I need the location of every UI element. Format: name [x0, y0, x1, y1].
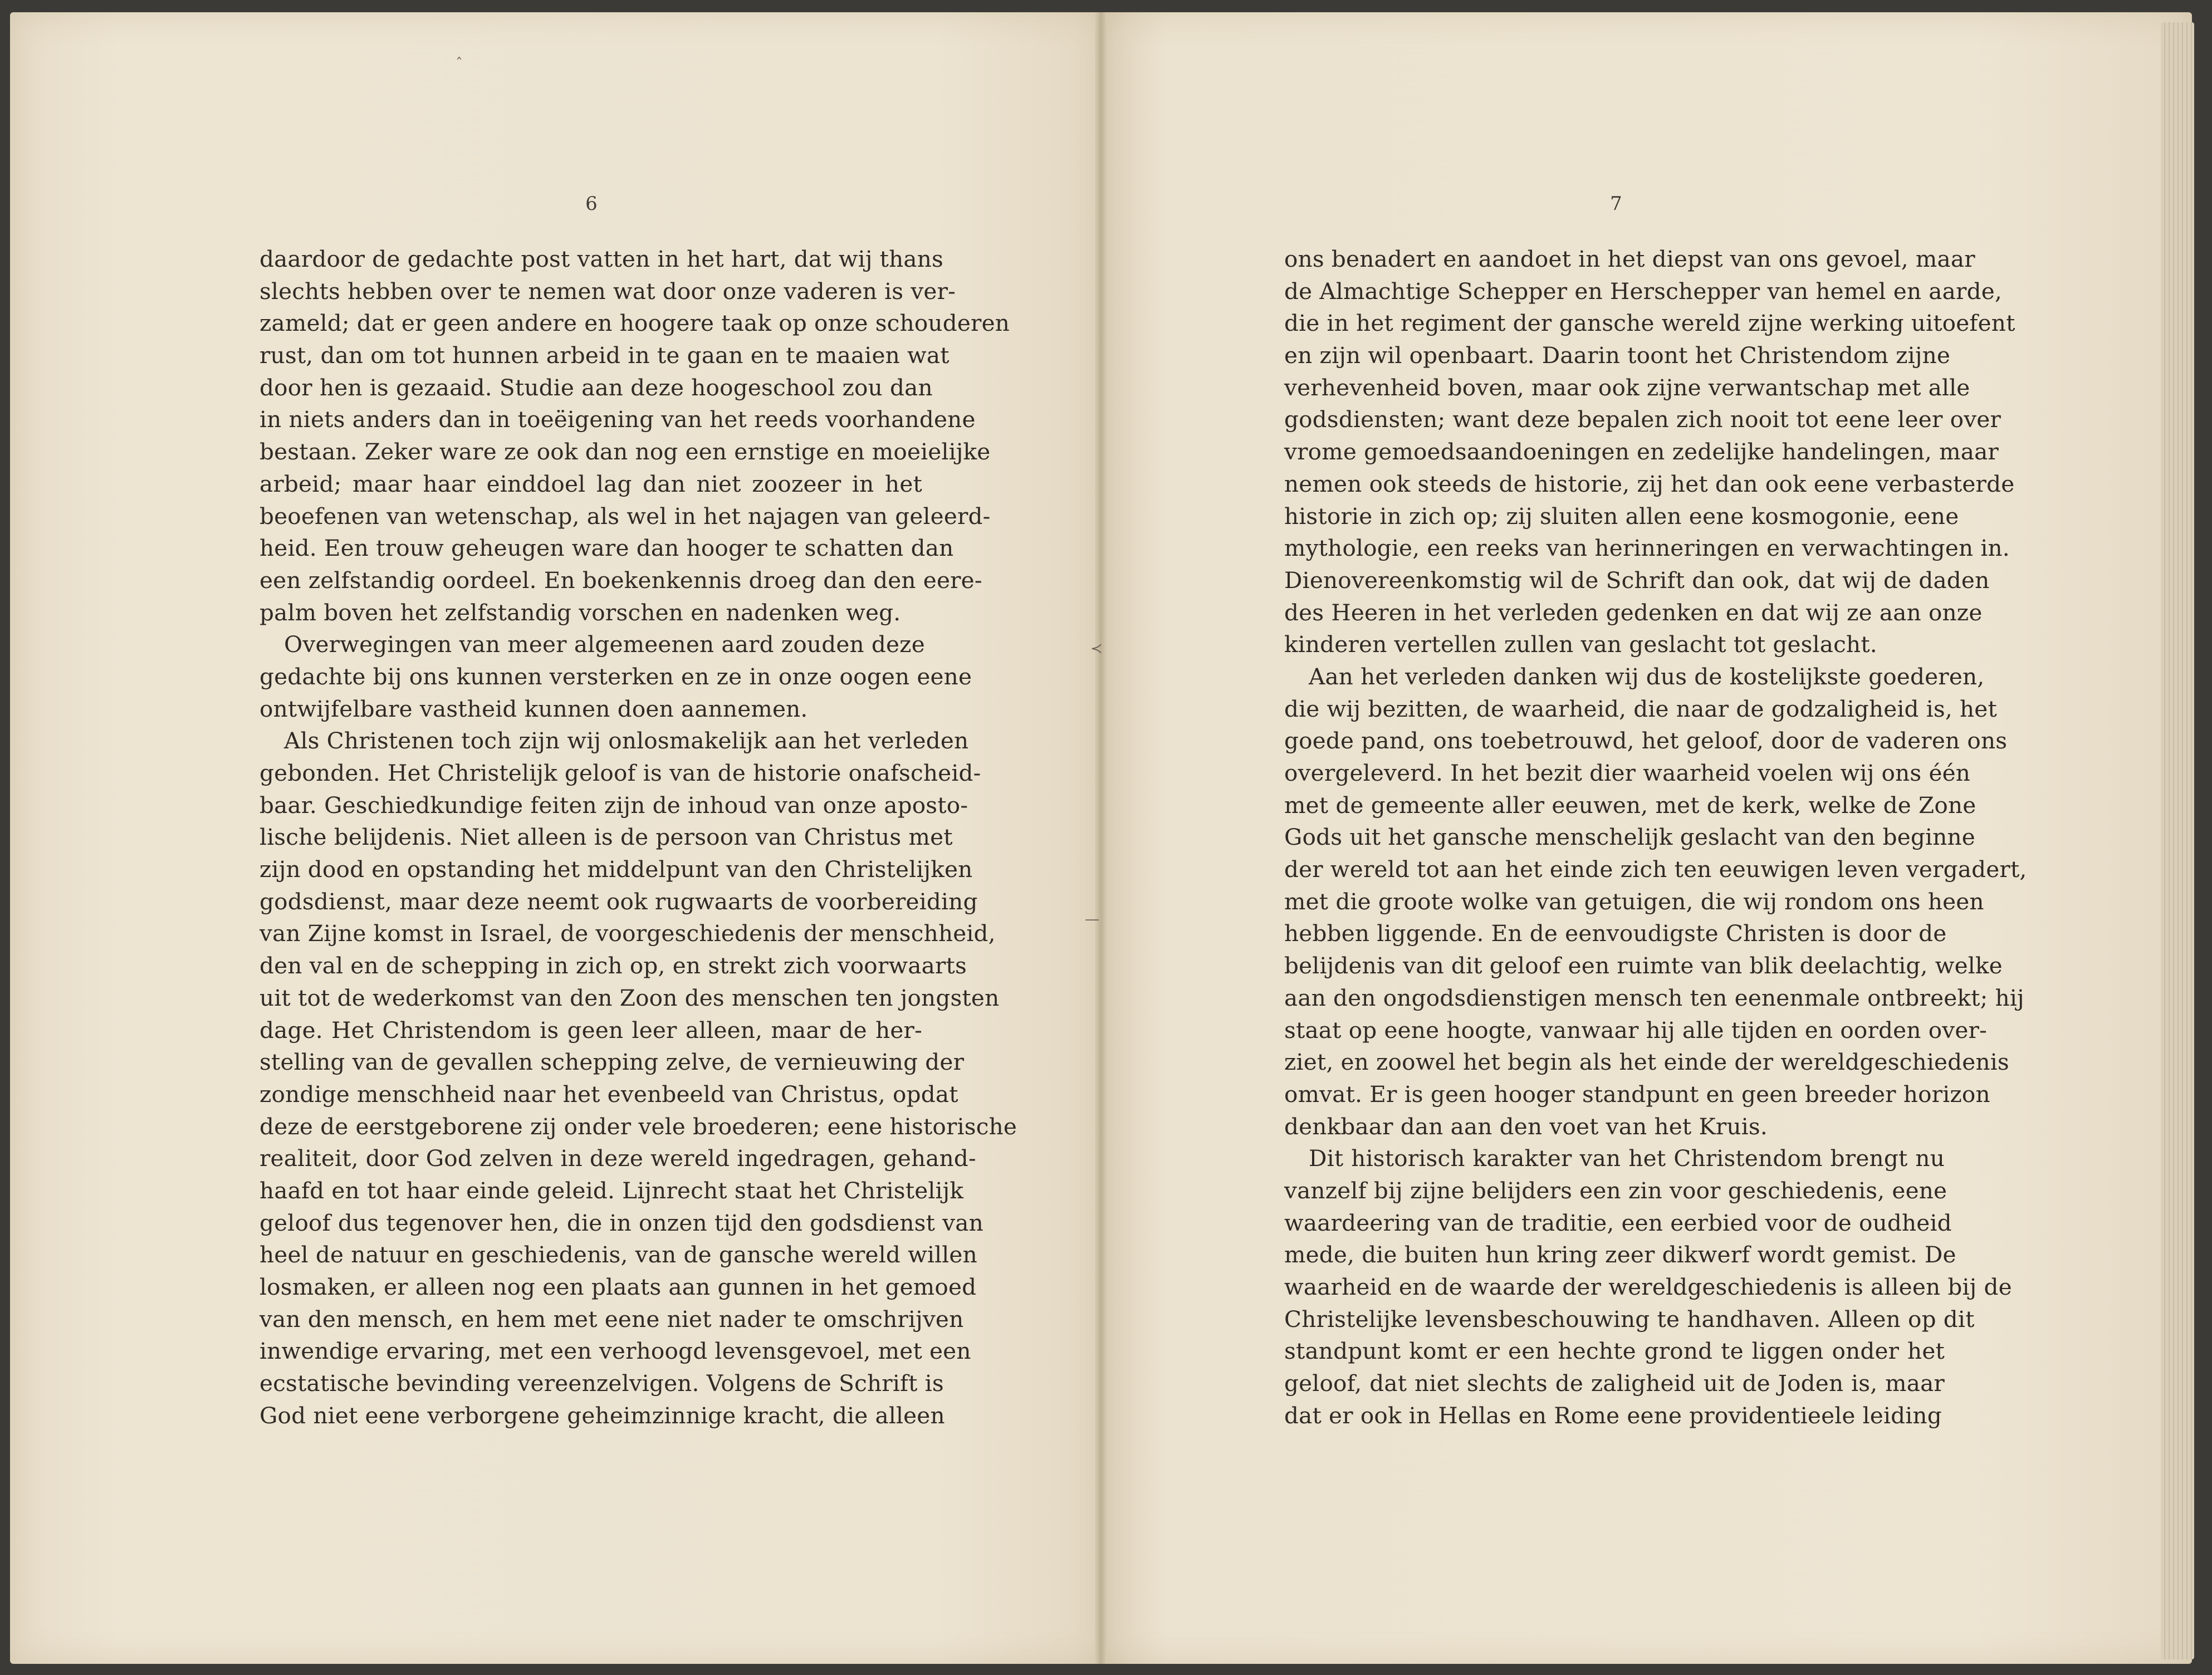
text-line: kinderen vertellen zullen van geslacht tot geslacht. [1284, 631, 1877, 658]
text-line: des Heeren in het verleden gedenken en dat wij ze aan onze [1284, 599, 1983, 626]
text-line: dat er ook in Hellas en Rome eene providentieele leiding [1284, 1402, 1942, 1429]
text-line: baar. Geschiedkundige feiten zijn de inhoud van onze aposto- [260, 791, 968, 819]
text-line: palm boven het zelfstandig vorschen en nadenken weg. [260, 599, 901, 626]
text-line: zondige menschheid naar het evenbeeld van Christus, opdat [260, 1080, 958, 1108]
text-line: goede pand, ons toebetrouwd, het geloof, door de vaderen ons [1284, 727, 2008, 755]
text-line: Overwegingen van meer algemeenen aard zouden deze [284, 631, 925, 658]
text-line: verhevenheid boven, maar ook zijne verwantschap met alle [1284, 374, 1970, 401]
text-line: ons benadert en aandoet in het diepst van ons gevoel, maar [1284, 246, 1975, 272]
text-line: van den mensch, en hem met eene niet nader te omschrijven [260, 1305, 964, 1333]
text-line: Dit historisch karakter van het Christendom brengt nu [1309, 1145, 1945, 1172]
text-line: deze de eerstgeborene zij onder vele broederen; eene historische [260, 1113, 1017, 1140]
text-line: vrome gemoedsaandoeningen en zedelijke handelingen, maar [1284, 438, 1999, 466]
text-line: Aan het verleden danken wij dus de kostelijkste goederen, [1309, 663, 1985, 690]
binding-thread-mark: — [1085, 911, 1099, 928]
text-line: denkbaar dan aan den voet van het Kruis. [1284, 1113, 1768, 1140]
text-line: stelling van de gevallen schepping zelve, de vernieuwing der [260, 1049, 965, 1076]
text-line: lische belijdenis. Niet alleen is de persoon van Christus met [260, 824, 953, 851]
text-line: godsdiensten; want deze bepalen zich nooit tot eene leer over [1284, 406, 2001, 433]
text-line: inwendige ervaring, met een verhoogd levensgevoel, met een [260, 1338, 971, 1365]
text-line: in niets anders dan in toeëigening van het reeds voorhandene [260, 406, 976, 433]
text-line: ecstatische bevinding vereenzelvigen. Volgens de Schrift is [260, 1370, 944, 1397]
text-line: nemen ook steeds de historie, zij het dan ook eene verbasterde [1284, 470, 2015, 497]
right-text-column [1284, 243, 2027, 1432]
text-line: beoefenen van wetenschap, als wel in het najagen van geleerd- [260, 502, 991, 530]
text-line: godsdienst, maar deze neemt ook rugwaarts de voorbereiding [260, 888, 978, 915]
text-line: aan den ongodsdienstigen mensch ten eenenmale ontbreekt; hij [1284, 984, 2024, 1011]
text-line: Christelijke levensbeschouwing te handhaven. Alleen op dit [1284, 1305, 1975, 1333]
paper-speck: ˆ [456, 56, 463, 72]
text-line: omvat. Er is geen hooger standpunt en geen breeder horizon [1284, 1080, 1990, 1108]
text-line: gedachte bij ons kunnen versterken en ze in onze oogen eene [260, 663, 972, 690]
text-line: ontwijfelbare vastheid kunnen doen aannemen. [260, 695, 808, 722]
page-number: 7 [1610, 193, 1622, 215]
text-line: ziet, en zoowel het begin als het einde der wereldgeschiedenis [1284, 1049, 2009, 1076]
text-line: Dienovereenkomstig wil de Schrift dan ook, dat wij de daden [1284, 566, 1990, 594]
text-line: belijdenis van dit geloof een ruimte van blik deelachtig, welke [1284, 952, 2003, 979]
text-line: die wij bezitten, de waarheid, die naar de godzaligheid is, het [1284, 695, 1997, 722]
text-line: gebonden. Het Christelijk geloof is van de historie onafscheid- [260, 760, 981, 786]
text-line: Gods uit het gansche menschelijk geslacht van den beginne [1284, 824, 1975, 851]
text-line: Als Christenen toch zijn wij onlosmakelijk aan het verleden [284, 727, 969, 755]
text-line: zijn dood en opstanding het middelpunt van den Christelijken [260, 856, 973, 883]
text-line: mede, die buiten hun kring zeer dikwerf wordt gemist. De [1284, 1241, 1956, 1269]
text-line: historie in zich op; zij sluiten allen eene kosmogonie, eene [1284, 502, 1959, 530]
text-line: door hen is gezaaid. Studie aan deze hoogeschool zou dan [260, 374, 933, 401]
text-line: den val en de schepping in zich op, en strekt zich voorwaarts [260, 952, 967, 979]
text-line: heel de natuur en geschiedenis, van de gansche wereld willen [260, 1241, 977, 1269]
text-line: met de gemeente aller eeuwen, met de kerk, welke de Zone [1284, 791, 1976, 819]
text-line: de Almachtige Schepper en Herschepper van hemel en aarde, [1284, 277, 2002, 305]
text-line: vanzelf bij zijne belijders een zin voor geschiedenis, eene [1284, 1177, 1947, 1204]
text-line: met die groote wolke van getuigen, die wij rondom ons heen [1284, 888, 1984, 915]
text-line: geloof, dat niet slechts de zaligheid uit de Joden is, maar [1284, 1370, 1945, 1397]
text-line: realiteit, door God zelven in deze wereld ingedragen, gehand- [260, 1145, 976, 1172]
text-line: arbeid; maar haar einddoel lag dan niet zoozeer in het [260, 470, 922, 497]
text-line: geloof dus tegenover hen, die in onzen tijd den godsdienst van [260, 1209, 983, 1236]
text-line: daardoor de gedachte post vatten in het hart, dat wij thans [260, 246, 944, 272]
text-line: staat op eene hoogte, vanwaar hij alle tijden en oorden over- [1284, 1016, 1987, 1044]
text-line: overgeleverd. In het bezit dier waarheid voelen wij ons één [1284, 760, 1971, 786]
page-edges [2161, 22, 2194, 1659]
text-line: uit tot de wederkomst van den Zoon des menschen ten jongsten [260, 984, 1000, 1011]
text-line: en zijn wil openbaart. Daarin toont het Christendom zijne [1284, 342, 1951, 369]
text-line: zameld; dat er geen andere en hoogere taak op onze schouderen [260, 310, 1010, 337]
text-line: die in het regiment der gansche wereld zijne werking uitoefent [1284, 310, 2015, 337]
book-gutter [1095, 12, 1107, 1664]
text-line: mythologie, een reeks van herinneringen en verwachtingen in. [1284, 535, 2010, 562]
text-line: hebben liggende. En de eenvoudigste Christen is door de [1284, 920, 1947, 947]
left-text-column [260, 243, 1017, 1432]
text-line: heid. Een trouw geheugen ware dan hooger te schatten dan [260, 535, 954, 562]
text-line: dage. Het Christendom is geen leer alleen, maar de her- [260, 1016, 922, 1044]
page-number: 6 [585, 193, 598, 215]
text-line: slechts hebben over te nemen wat door onze vaderen is ver- [260, 277, 956, 305]
text-line: haafd en tot haar einde geleid. Lijnrecht staat het Christelijk [260, 1177, 964, 1204]
text-line: waarheid en de waarde der wereldgeschiedenis is alleen bij de [1284, 1274, 2012, 1300]
text-line: losmaken, er alleen nog een plaats aan gunnen in het gemoed [260, 1274, 977, 1300]
text-line: standpunt komt er een hechte grond te liggen onder het [1284, 1338, 1945, 1365]
text-line: rust, dan om tot hunnen arbeid in te gaan en te maaien wat [260, 342, 950, 369]
text-line: der wereld tot aan het einde zich ten eeuwigen leven vergadert, [1284, 856, 2027, 883]
text-line: waardeering van de traditie, een eerbied voor de oudheid [1284, 1209, 1952, 1236]
text-line: bestaan. Zeker ware ze ook dan nog een ernstige en moeielijke [260, 438, 991, 466]
text-line: een zelfstandig oordeel. En boekenkennis droeg dan den eere- [260, 566, 982, 594]
binding-thread-mark: ≺ [1090, 640, 1103, 657]
text-line: van Zijne komst in Israel, de voorgeschiedenis der menschheid, [260, 920, 996, 947]
text-line: God niet eene verborgene geheimzinnige kracht, die alleen [260, 1402, 945, 1429]
